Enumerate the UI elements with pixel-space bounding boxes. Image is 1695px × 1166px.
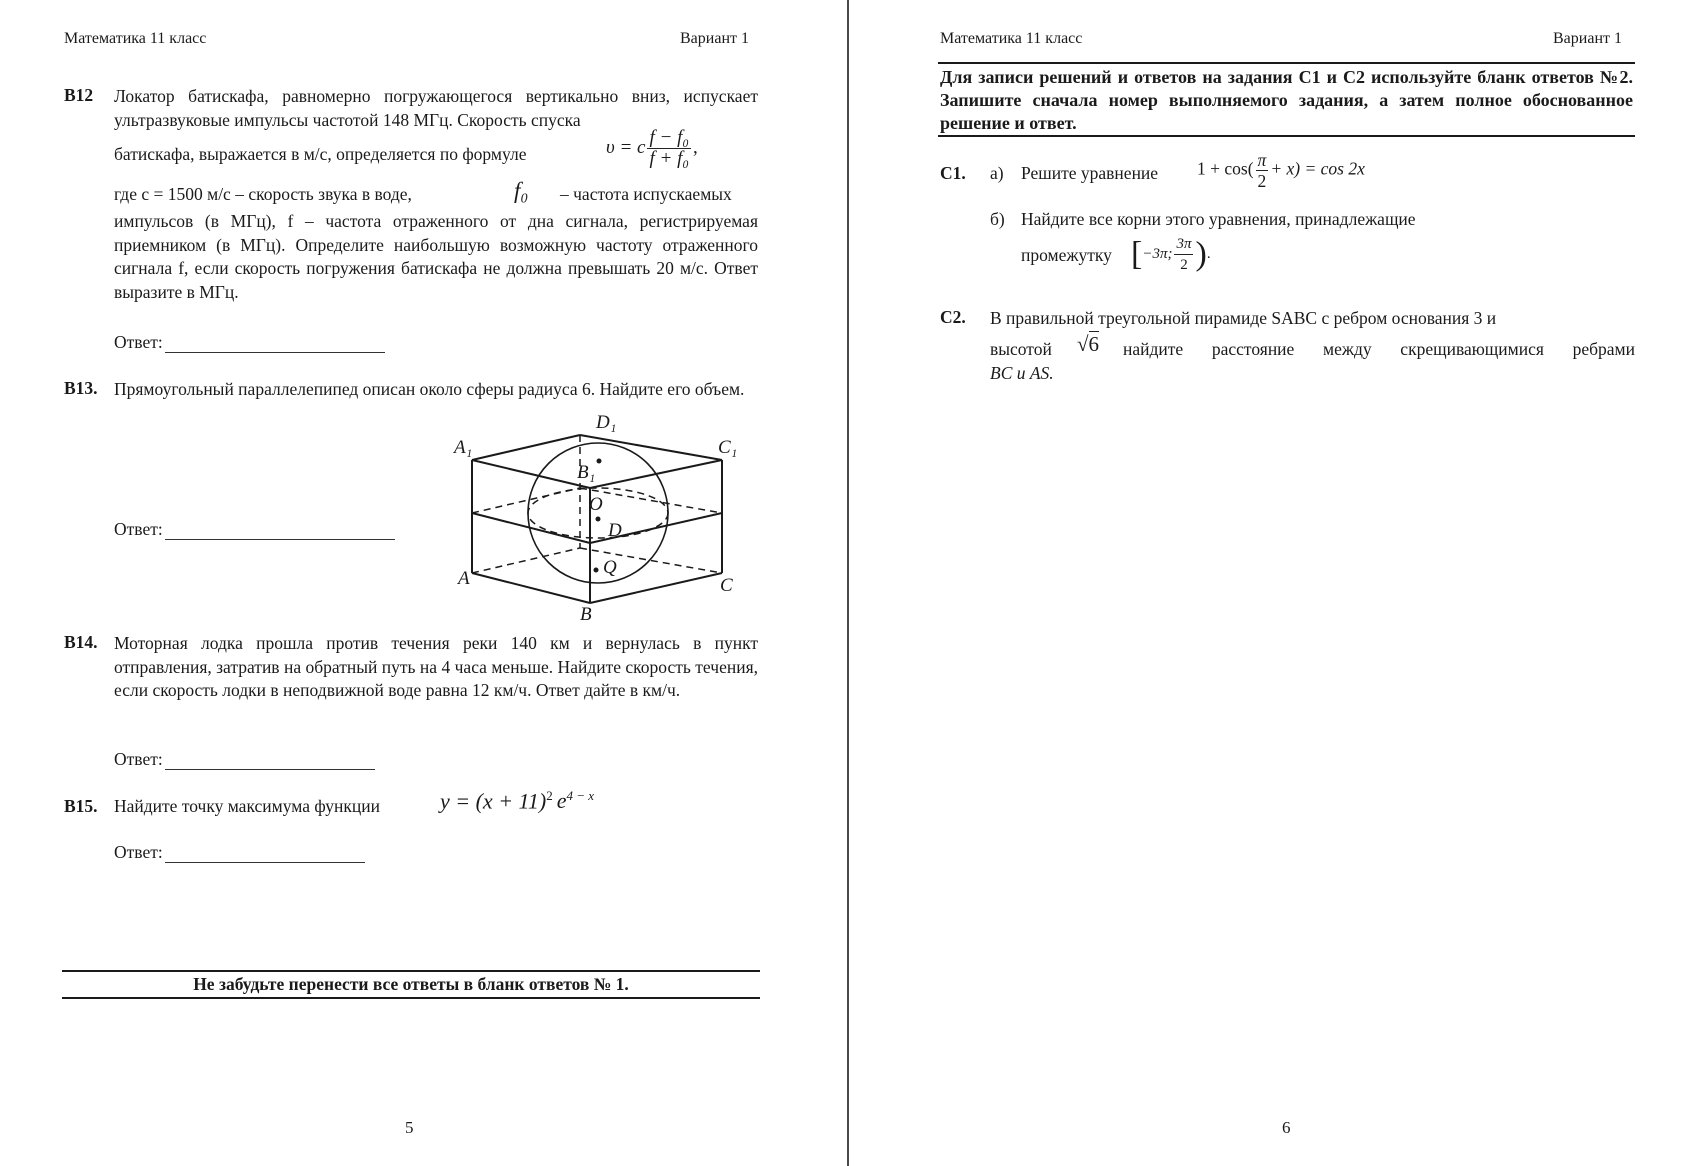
label-q: Q xyxy=(603,557,617,578)
header-subject: Математика 11 класс xyxy=(940,30,1083,47)
c2-text-1: В правильной треугольной пирамиде SABC с ребром основания 3 и xyxy=(990,308,1497,328)
c1-a-text: Решите уравнение xyxy=(1021,163,1159,183)
b14-text: Моторная лодка прошла против течения реки 140 км и вернулась в пункт отправления, затратив на обратный путь на 4 часа меньше. Найдите скорость течения, если скорость лодки в неподвижной воде равна 12 км/ч. Ответ дайте в км/ч. xyxy=(114,633,758,700)
label-o: O xyxy=(589,494,603,515)
edge-d-c xyxy=(580,548,722,573)
notice-rule-top xyxy=(938,62,1635,64)
b15-text: Найдите точку максимума функции xyxy=(114,796,380,816)
task-label-c2: С2. xyxy=(940,307,966,327)
task-label-c1: С1. xyxy=(940,163,966,183)
header-variant: Вариант 1 xyxy=(1553,30,1622,47)
point-o-dot xyxy=(596,517,601,522)
label-b: B xyxy=(580,604,592,623)
label-c1: C₁ xyxy=(718,437,738,458)
answer-b12: Ответ: xyxy=(114,332,385,353)
header-subject: Математика 11 класс xyxy=(64,30,207,47)
page-left xyxy=(0,0,846,1166)
edge-a1-d1 xyxy=(472,435,580,460)
footer-rule-bottom xyxy=(62,997,760,999)
edge-a-d xyxy=(472,548,580,573)
b12-text-3a: где c = 1500 м/с – скорость звука в воде, xyxy=(114,184,412,204)
task-label-b14: B14. xyxy=(64,632,98,652)
edge-mid-front-left xyxy=(472,513,590,543)
b12-formula: υ = c $\frac{\text{f − f₀}}{\text{f + f₀}}$ , xyxy=(606,127,698,169)
answer-field-b15[interactable] xyxy=(165,842,365,863)
label-c: C xyxy=(720,575,733,596)
c1-b-marker: б) xyxy=(990,209,1005,229)
answer-field-b12[interactable] xyxy=(165,332,385,353)
answer-field-b14[interactable] xyxy=(165,749,375,770)
footer-rule-top xyxy=(62,970,760,972)
edge-mid-back-left xyxy=(472,488,580,513)
page-right xyxy=(849,0,1695,1166)
answer-b15: Ответ: xyxy=(114,842,365,863)
b12-text-3b: – частота испускаемых xyxy=(560,184,732,204)
label-d: D xyxy=(608,520,622,541)
footer-note: Не забудьте перенести все ответы в бланк ответов № 1. xyxy=(193,974,629,994)
c2-text-3: BC и AS. xyxy=(990,363,1054,383)
c2-sqrt: √6 xyxy=(1077,332,1100,356)
point-b1-dot xyxy=(597,459,602,464)
task-label-b12: B12 xyxy=(64,85,94,105)
notice-rule-bottom xyxy=(938,135,1635,137)
c1-interval: [−3π; $\frac{3\pi}{2}$ ). xyxy=(1131,235,1211,273)
label-d1: D₁ xyxy=(596,412,617,433)
page-number-left: 5 xyxy=(405,1118,414,1137)
c1-a-marker: а) xyxy=(990,163,1004,183)
b12-f0: f₀ xyxy=(514,178,529,203)
c1-b-text-2: промежутку xyxy=(1021,245,1112,265)
label-b1: B₁ xyxy=(577,462,596,483)
c2-text-2a: высотой xyxy=(990,339,1052,359)
answer-b13: Ответ: xyxy=(114,519,395,540)
b12-text-1: Локатор батискафа, равномерно погружающегося вертикально вниз, испускает ультразвуковые импульсы частотой 148 МГц. Скорость спуска xyxy=(114,86,758,130)
b15-formula: $y = (x + 11)^2$ $e^{4 - x}$ xyxy=(440,788,595,814)
c1-equation: 1 + cos( $\frac{\pi}{2}$ + x) = cos 2x xyxy=(1197,150,1365,191)
answer-b14: Ответ: xyxy=(114,749,375,770)
page-number-right: 6 xyxy=(1282,1118,1291,1137)
header-variant: Вариант 1 xyxy=(680,30,749,47)
b12-text-2: батискафа, выражается в м/с, определяется по формуле xyxy=(114,144,527,164)
c2-text-2b: найдите расстояние между скрещивающимися ребрами xyxy=(1123,339,1635,359)
c1-b-text: Найдите все корни этого уравнения, принадлежащие xyxy=(1021,209,1416,229)
label-a1: A₁ xyxy=(454,437,473,458)
edge-b1-a1 xyxy=(472,460,590,488)
label-a: A xyxy=(458,568,470,589)
answer-field-b13[interactable] xyxy=(165,519,395,540)
point-q-dot xyxy=(594,568,599,573)
parallelepiped-figure xyxy=(440,408,750,623)
b13-text: Прямоугольный параллелепипед описан около сферы радиуса 6. Найдите его объем. xyxy=(114,379,745,399)
task-label-b13: B13. xyxy=(64,378,98,398)
edge-d1-c1 xyxy=(580,435,722,460)
notice-text: Для записи решений и ответов на задания С1 и С2 используйте бланк ответов №2. Запишите сначала номер выполняемого задания, а затем полное обоснованное решение и ответ. xyxy=(940,67,1633,133)
b12-text-4: импульсов (в МГц), f – частота отраженного от дна сигнала, регистрируемая приемником (в МГц). Определите наибольшую возможную частоту отраженного сигнала f, если скорость погружения батискафа не должна превышать 20 м/с. Ответ выразите в МГц. xyxy=(114,211,758,302)
task-label-b15: B15. xyxy=(64,796,98,816)
